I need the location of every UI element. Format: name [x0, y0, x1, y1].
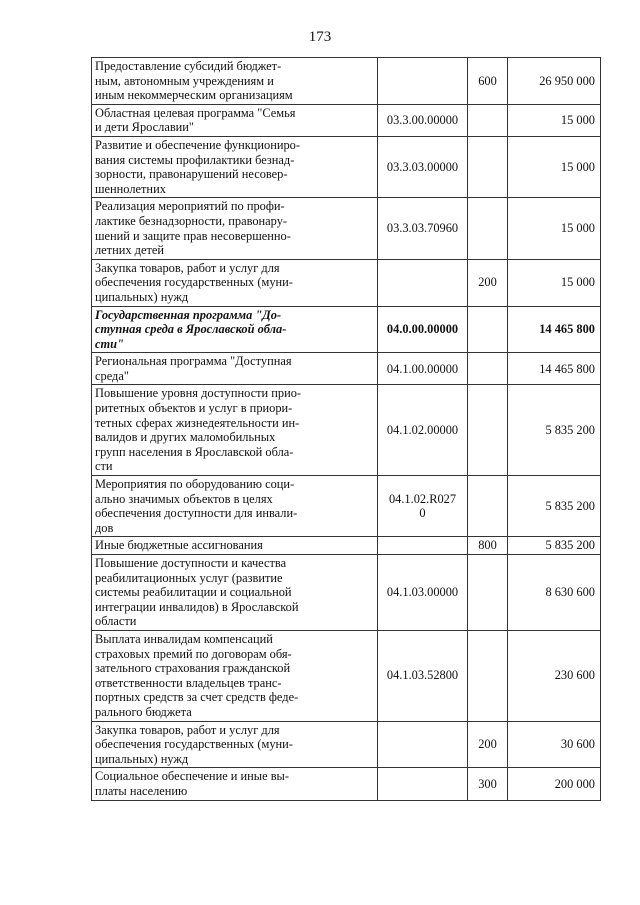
budget-table-body	[92, 58, 601, 801]
row-amount-cell: 15 000	[508, 104, 601, 136]
table-row	[92, 768, 601, 800]
table-row	[92, 259, 601, 306]
row-name-cell: Реализация мероприятий по профи- лактике безнадзорности, правонару- шений и защите прав несовершенно- летних детей	[92, 198, 378, 259]
row-amount-cell: 230 600	[508, 630, 601, 721]
row-amount-cell: 30 600	[508, 721, 601, 768]
row-code-cell	[378, 768, 468, 800]
row-name-cell: Развитие и обеспечение функциониро- вания системы профилактики безнад- зорности, правонарушений несовер- шеннолетних	[92, 136, 378, 197]
row-amount-cell: 5 835 200	[508, 476, 601, 537]
table-row	[92, 537, 601, 555]
table-row	[92, 385, 601, 476]
row-expense-type-cell: 600	[468, 58, 508, 105]
row-expense-type-cell	[468, 104, 508, 136]
row-expense-type-cell	[468, 385, 508, 476]
row-code-cell: 03.3.00.00000	[378, 104, 468, 136]
row-name-cell: Повышение доступности и качества реабилитационных услуг (развитие системы реабилитации и социальной интеграции инвалидов) в Ярославской области	[92, 555, 378, 631]
row-code-cell	[378, 537, 468, 555]
row-amount-cell: 5 835 200	[508, 537, 601, 555]
row-amount-cell: 15 000	[508, 259, 601, 306]
row-name-cell: Мероприятия по оборудованию соци- ально значимых объектов в целях обеспечения доступности для инвали- дов	[92, 476, 378, 537]
row-amount-cell: 8 630 600	[508, 555, 601, 631]
row-expense-type-cell: 200	[468, 259, 508, 306]
table-row	[92, 353, 601, 385]
row-expense-type-cell	[468, 555, 508, 631]
row-code-cell	[378, 721, 468, 768]
row-name-cell: Социальное обеспечение и иные вы- платы населению	[92, 768, 378, 800]
row-expense-type-cell	[468, 306, 508, 353]
page-number: 173	[308, 29, 332, 45]
row-amount-cell: 15 000	[508, 136, 601, 197]
row-name-cell: Выплата инвалидам компенсаций страховых премий по договорам обя- зательного страхования гражданской ответственности владельцев транс- портных средств за счет средств феде- рального бюджета	[92, 630, 378, 721]
row-code-cell: 03.3.03.70960	[378, 198, 468, 259]
row-code-cell	[378, 58, 468, 105]
row-name-cell: Иные бюджетные ассигнования	[92, 537, 378, 555]
budget-table	[91, 57, 601, 801]
row-code-cell: 03.3.03.00000	[378, 136, 468, 197]
row-amount-cell: 200 000	[508, 768, 601, 800]
row-name-cell: Предоставление субсидий бюджет- ным, автономным учреждениям и иным некоммерческим организациям	[92, 58, 378, 105]
row-name-cell: Закупка товаров, работ и услуг для обеспечения государственных (муни- ципальных) нужд	[92, 721, 378, 768]
row-code-cell	[378, 259, 468, 306]
row-expense-type-cell: 800	[468, 537, 508, 555]
row-amount-cell: 15 000	[508, 198, 601, 259]
table-row	[92, 198, 601, 259]
row-name-cell: Повышение уровня доступности прио- ритетных объектов и услуг в приори- тетных сферах жизнедеятельности ин- валидов и других маломобильных групп населения в Ярославской обла- сти	[92, 385, 378, 476]
table-row	[92, 555, 601, 631]
row-code-cell: 04.1.02.00000	[378, 385, 468, 476]
row-code-cell: 04.1.00.00000	[378, 353, 468, 385]
table-row	[92, 721, 601, 768]
row-name-cell: Государственная программа "До- ступная среда в Ярославской обла- сти"	[92, 306, 378, 353]
row-amount-cell: 26 950 000	[508, 58, 601, 105]
table-row	[92, 104, 601, 136]
row-expense-type-cell	[468, 353, 508, 385]
row-expense-type-cell	[468, 136, 508, 197]
row-expense-type-cell: 300	[468, 768, 508, 800]
row-name-cell: Закупка товаров, работ и услуг для обеспечения государственных (муни- ципальных) нужд	[92, 259, 378, 306]
table-row	[92, 630, 601, 721]
table-row	[92, 58, 601, 105]
row-code-cell: 04.0.00.00000	[378, 306, 468, 353]
row-expense-type-cell	[468, 198, 508, 259]
row-amount-cell: 5 835 200	[508, 385, 601, 476]
row-code-cell: 04.1.03.52800	[378, 630, 468, 721]
table-row	[92, 306, 601, 353]
row-expense-type-cell	[468, 630, 508, 721]
row-amount-cell: 14 465 800	[508, 306, 601, 353]
table-row	[92, 476, 601, 537]
row-expense-type-cell	[468, 476, 508, 537]
row-code-cell: 04.1.02.R027 0	[378, 476, 468, 537]
table-row	[92, 136, 601, 197]
row-expense-type-cell: 200	[468, 721, 508, 768]
row-name-cell: Региональная программа "Доступная среда"	[92, 353, 378, 385]
row-name-cell: Областная целевая программа "Семья и дети Ярославии"	[92, 104, 378, 136]
row-amount-cell: 14 465 800	[508, 353, 601, 385]
row-code-cell: 04.1.03.00000	[378, 555, 468, 631]
